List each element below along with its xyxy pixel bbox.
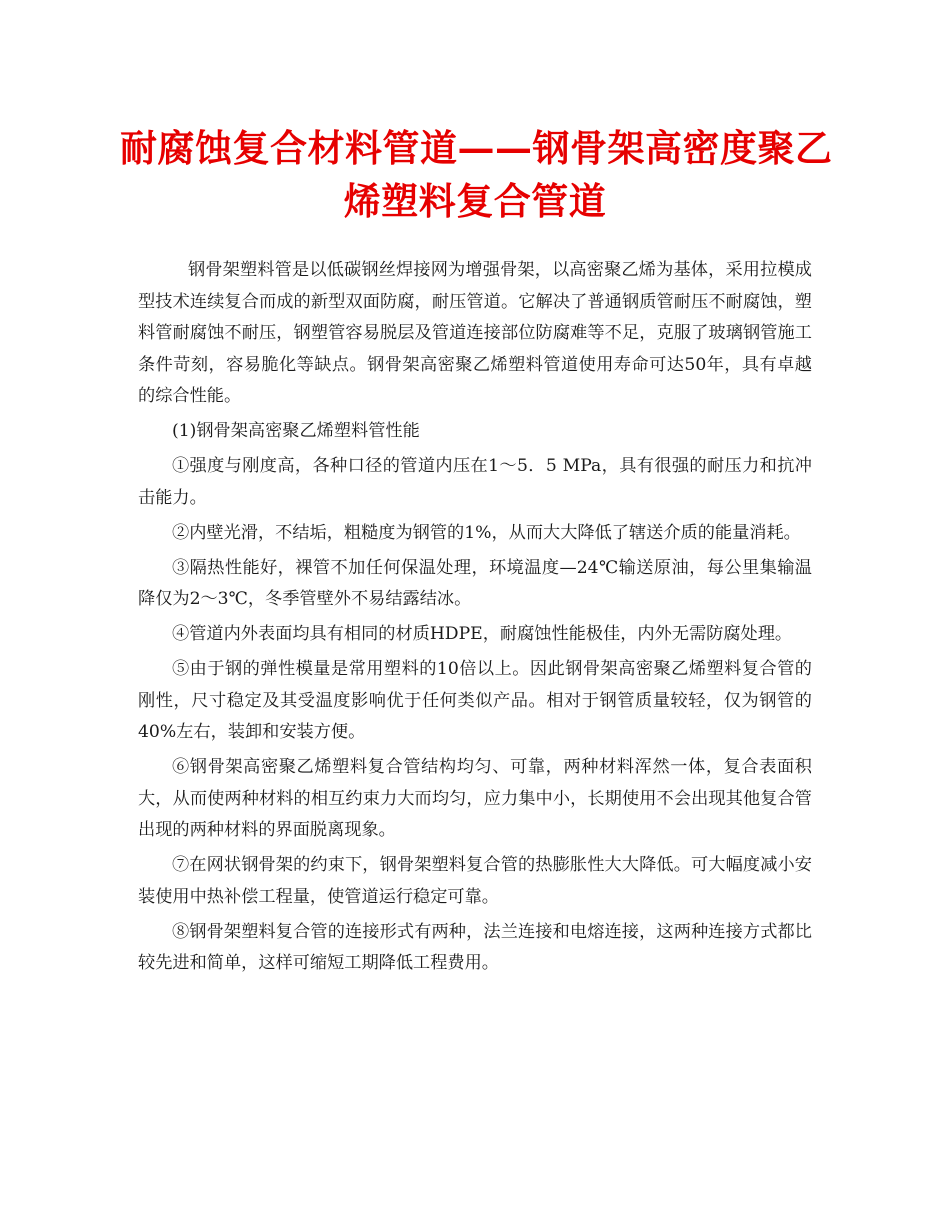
property-item-8: ⑧钢骨架塑料复合管的连接形式有两种，法兰连接和电熔连接，这两种连接方式都比较先进和简单，这样可缩短工期降低工程费用。 — [138, 921, 812, 973]
property-item-4: ④管道内外表面均具有相同的材质HDPE，耐腐蚀性能极佳，内外无需防腐处理。 — [172, 624, 793, 644]
document-title — [120, 122, 833, 228]
section-heading: (1)钢骨架高密聚乙烯塑料管性能 — [172, 421, 420, 441]
property-item-6: ⑥钢骨架高密聚乙烯塑料复合管结构均匀、可靠，两种材料浑然一体，复合表面积大，从而使两种材料的相互约束力大而均匀，应力集中小，长期使用不会出现其他复合管出现的两种材料的界面脱离现象。 — [138, 757, 812, 840]
document-body — [138, 255, 812, 983]
title-line-2: 烯塑料复合管道 — [343, 179, 607, 223]
title-line-1: 耐腐蚀复合材料管道——钢骨架高密度聚乙 — [120, 126, 833, 170]
property-item-1: ①强度与刚度高，各种口径的管道内压在1～5．5 MPa，具有很强的耐压力和抗冲击能力。 — [138, 456, 812, 508]
intro-paragraph: 钢骨架塑料管是以低碳钢丝焊接网为增强骨架，以高密聚乙烯为基体，采用拉模成型技术连续复合而成的新型双面防腐，耐压管道。它解决了普通钢质管耐压不耐腐蚀，塑料管耐腐蚀不耐压，钢塑管容易脱层及管道连接部位防腐难等不足，克服了玻璃钢管施工条件苛刻，容易脆化等缺点。钢骨架高密聚乙烯塑料管道使用寿命可达50年，具有卓越的综合性能。 — [138, 260, 812, 406]
property-item-3: ③隔热性能好，裸管不加任何保温处理，环境温度—24℃输送原油，每公里集输温降仅为2～3℃，冬季管壁外不易结露结冰。 — [138, 557, 812, 609]
property-item-5: ⑤由于钢的弹性模量是常用塑料的10倍以上。因此钢骨架高密聚乙烯塑料复合管的刚性，尺寸稳定及其受温度影响优于任何类似产品。相对于钢管质量较轻，仅为钢管的40%左右，装卸和安装方便。 — [138, 659, 812, 742]
property-item-2: ②内壁光滑，不结垢，粗糙度为钢管的1%，从而大大降低了辖送介质的能量消耗。 — [172, 522, 801, 543]
property-item-7: ⑦在网状钢骨架的约束下，钢骨架塑料复合管的热膨胀性大大降低。可大幅度减小安装使用中热补偿工程量，使管道运行稳定可靠。 — [138, 855, 812, 907]
